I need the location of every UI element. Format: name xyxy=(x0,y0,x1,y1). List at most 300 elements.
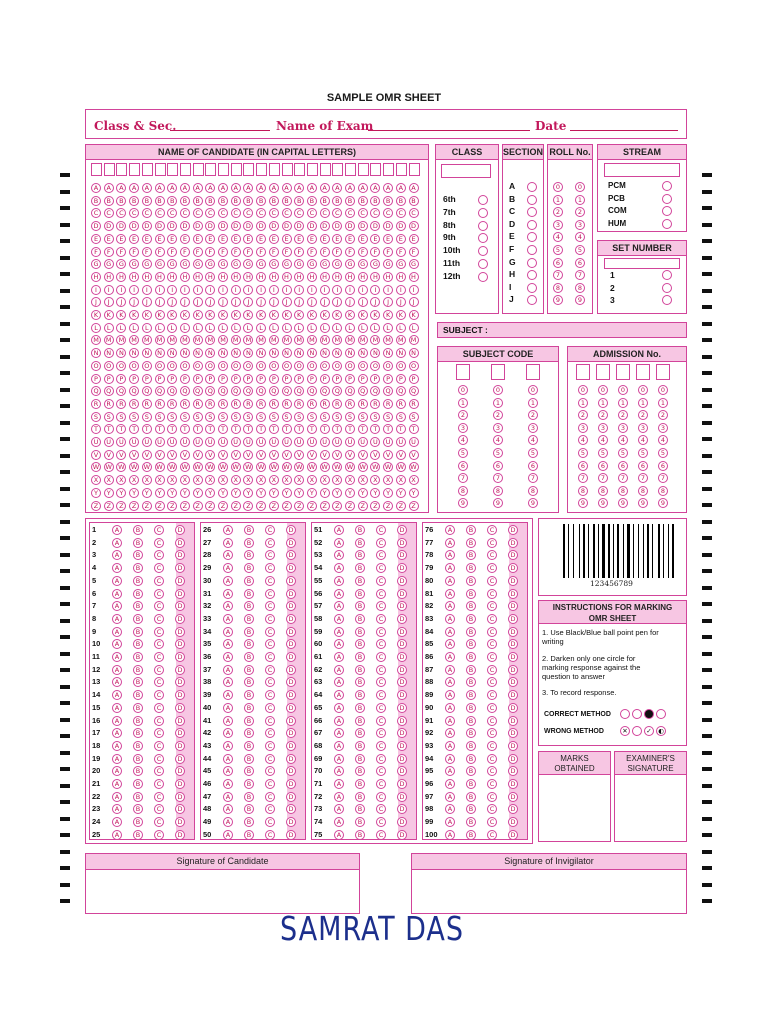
name-bubble[interactable]: J xyxy=(396,297,406,307)
name-bubble[interactable]: W xyxy=(372,463,379,472)
answer-bubble[interactable]: B xyxy=(355,677,365,687)
name-bubble[interactable]: J xyxy=(129,297,139,307)
name-bubble[interactable]: Y xyxy=(269,488,279,498)
answer-bubble[interactable]: A xyxy=(112,589,122,599)
name-bubble[interactable]: L xyxy=(243,323,253,333)
roll-bubble[interactable]: 7 xyxy=(553,270,563,280)
name-bubble[interactable]: O xyxy=(282,361,292,371)
answer-bubble[interactable]: A xyxy=(112,563,122,573)
answer-bubble[interactable]: C xyxy=(154,563,164,573)
answer-bubble[interactable]: D xyxy=(175,538,185,548)
name-bubble[interactable]: N xyxy=(180,348,190,358)
name-bubble[interactable]: P xyxy=(243,374,253,384)
name-bubble[interactable]: L xyxy=(218,323,228,333)
name-bubble[interactable]: F xyxy=(155,247,165,257)
answer-bubble[interactable]: D xyxy=(508,728,518,738)
name-bubble[interactable]: P xyxy=(180,374,190,384)
name-bubble[interactable]: L xyxy=(370,323,380,333)
name-bubble[interactable]: Q xyxy=(396,386,406,396)
answer-bubble[interactable]: D xyxy=(397,703,407,713)
answer-bubble[interactable]: C xyxy=(265,728,275,738)
answer-bubble[interactable]: C xyxy=(265,766,275,776)
stream-option-bubble[interactable] xyxy=(662,194,672,204)
answer-bubble[interactable]: B xyxy=(244,830,254,840)
name-bubble[interactable]: K xyxy=(193,310,203,320)
name-bubble[interactable]: T xyxy=(155,424,165,434)
name-bubble[interactable]: A xyxy=(104,183,114,193)
name-bubble[interactable]: X xyxy=(231,475,241,485)
name-bubble[interactable]: J xyxy=(91,297,101,307)
name-letter-cell[interactable] xyxy=(383,163,394,176)
answer-bubble[interactable]: C xyxy=(265,690,275,700)
name-bubble[interactable]: S xyxy=(218,412,228,422)
answer-bubble[interactable]: C xyxy=(154,716,164,726)
name-bubble[interactable]: F xyxy=(370,247,380,257)
name-bubble[interactable]: S xyxy=(129,412,139,422)
name-bubble[interactable]: P xyxy=(205,374,215,384)
answer-bubble[interactable]: A xyxy=(445,563,455,573)
answer-bubble[interactable]: D xyxy=(508,576,518,586)
name-bubble[interactable]: V xyxy=(155,450,165,460)
answer-bubble[interactable]: B xyxy=(466,792,476,802)
name-bubble[interactable]: M xyxy=(409,335,419,345)
name-letter-cell[interactable] xyxy=(116,163,127,176)
answer-bubble[interactable]: A xyxy=(445,830,455,840)
answer-bubble[interactable]: D xyxy=(508,677,518,687)
name-bubble[interactable]: P xyxy=(91,374,101,384)
name-letter-cell[interactable] xyxy=(104,163,115,176)
answer-bubble[interactable]: B xyxy=(466,728,476,738)
name-bubble[interactable]: Y xyxy=(142,488,152,498)
name-bubble[interactable]: E xyxy=(205,234,215,244)
roll-bubble[interactable]: 1 xyxy=(553,195,563,205)
answer-bubble[interactable]: D xyxy=(286,716,296,726)
name-bubble[interactable]: C xyxy=(231,208,241,218)
class-sec-line[interactable] xyxy=(170,130,270,131)
answer-bubble[interactable]: D xyxy=(175,525,185,535)
name-bubble[interactable]: Y xyxy=(320,488,330,498)
name-bubble[interactable]: G xyxy=(205,259,215,269)
answer-bubble[interactable]: B xyxy=(355,563,365,573)
name-bubble[interactable]: V xyxy=(116,450,126,460)
answer-bubble[interactable]: A xyxy=(334,754,344,764)
name-bubble[interactable]: M xyxy=(396,335,406,345)
admission-bubble[interactable]: 0 xyxy=(638,385,648,395)
name-bubble[interactable]: I xyxy=(358,285,368,295)
answer-bubble[interactable]: C xyxy=(265,741,275,751)
subject-code-bubble[interactable]: 3 xyxy=(493,423,503,433)
answer-bubble[interactable]: D xyxy=(508,703,518,713)
name-bubble[interactable]: I xyxy=(104,285,114,295)
answer-bubble[interactable]: D xyxy=(508,639,518,649)
answer-bubble[interactable]: B xyxy=(466,766,476,776)
name-bubble[interactable]: T xyxy=(294,424,304,434)
answer-bubble[interactable]: D xyxy=(286,830,296,840)
name-bubble[interactable]: M xyxy=(116,335,126,345)
answer-bubble[interactable]: A xyxy=(112,716,122,726)
name-bubble[interactable]: F xyxy=(231,247,241,257)
name-bubble[interactable]: K xyxy=(167,310,177,320)
answer-bubble[interactable]: A xyxy=(112,614,122,624)
answer-bubble[interactable]: B xyxy=(466,804,476,814)
name-bubble[interactable]: S xyxy=(205,412,215,422)
subject-code-bubble[interactable]: 4 xyxy=(528,435,538,445)
name-bubble[interactable]: L xyxy=(409,323,419,333)
name-bubble[interactable]: I xyxy=(180,285,190,295)
name-bubble[interactable]: P xyxy=(332,374,342,384)
name-bubble[interactable]: Y xyxy=(155,488,165,498)
name-bubble[interactable]: O xyxy=(104,361,114,371)
name-letter-cell[interactable] xyxy=(243,163,254,176)
answer-bubble[interactable]: B xyxy=(133,728,143,738)
name-bubble[interactable]: B xyxy=(155,196,165,206)
name-bubble[interactable]: A xyxy=(332,183,342,193)
name-bubble[interactable]: U xyxy=(142,437,152,447)
answer-bubble[interactable]: A xyxy=(223,677,233,687)
name-bubble[interactable]: D xyxy=(320,221,330,231)
name-bubble[interactable]: M xyxy=(218,335,228,345)
answer-bubble[interactable]: C xyxy=(154,754,164,764)
name-bubble[interactable]: E xyxy=(307,234,317,244)
name-bubble[interactable]: P xyxy=(370,374,380,384)
answer-bubble[interactable]: B xyxy=(466,639,476,649)
name-bubble[interactable]: Q xyxy=(129,386,139,396)
answer-bubble[interactable]: B xyxy=(466,690,476,700)
name-bubble[interactable]: T xyxy=(269,424,279,434)
name-bubble[interactable]: B xyxy=(231,196,241,206)
answer-bubble[interactable]: C xyxy=(487,741,497,751)
name-bubble[interactable]: M xyxy=(91,335,101,345)
name-bubble[interactable]: C xyxy=(180,208,190,218)
roll-bubble[interactable]: 0 xyxy=(553,182,563,192)
roll-bubble[interactable]: 5 xyxy=(575,245,585,255)
name-bubble[interactable]: Y xyxy=(409,488,419,498)
answer-bubble[interactable]: A xyxy=(445,639,455,649)
name-bubble[interactable]: U xyxy=(205,437,215,447)
answer-bubble[interactable]: B xyxy=(244,525,254,535)
name-bubble[interactable]: O xyxy=(180,361,190,371)
name-bubble[interactable]: X xyxy=(116,475,126,485)
name-letter-cell[interactable] xyxy=(205,163,216,176)
answer-bubble[interactable]: D xyxy=(286,627,296,637)
name-bubble[interactable]: V xyxy=(396,450,406,460)
name-bubble[interactable]: G xyxy=(358,259,368,269)
name-bubble[interactable]: Z xyxy=(282,501,292,511)
admission-bubble[interactable]: 0 xyxy=(618,385,628,395)
admission-bubble[interactable]: 6 xyxy=(598,461,608,471)
answer-bubble[interactable]: C xyxy=(265,677,275,687)
answer-bubble[interactable]: D xyxy=(508,601,518,611)
name-bubble[interactable]: L xyxy=(167,323,177,333)
name-bubble[interactable]: N xyxy=(383,348,393,358)
name-bubble[interactable]: U xyxy=(294,437,304,447)
name-bubble[interactable]: A xyxy=(129,183,139,193)
answer-bubble[interactable]: A xyxy=(223,792,233,802)
name-bubble[interactable]: C xyxy=(294,208,304,218)
name-bubble[interactable]: K xyxy=(180,310,190,320)
answer-bubble[interactable]: C xyxy=(376,779,386,789)
name-bubble[interactable]: P xyxy=(256,374,266,384)
name-bubble[interactable]: L xyxy=(383,323,393,333)
name-bubble[interactable]: O xyxy=(231,361,241,371)
name-bubble[interactable]: W xyxy=(168,463,176,472)
name-bubble[interactable]: I xyxy=(218,285,228,295)
name-bubble[interactable]: E xyxy=(231,234,241,244)
name-bubble[interactable]: Q xyxy=(193,386,203,396)
answer-bubble[interactable]: A xyxy=(445,728,455,738)
name-bubble[interactable]: W xyxy=(308,463,316,472)
answer-bubble[interactable]: D xyxy=(286,754,296,764)
name-bubble[interactable]: C xyxy=(205,208,215,218)
name-bubble[interactable]: V xyxy=(193,450,203,460)
answer-bubble[interactable]: C xyxy=(376,665,386,675)
answer-bubble[interactable]: C xyxy=(376,766,386,776)
answer-bubble[interactable]: A xyxy=(223,779,233,789)
answer-bubble[interactable]: A xyxy=(112,677,122,687)
answer-bubble[interactable]: B xyxy=(133,804,143,814)
answer-bubble[interactable]: C xyxy=(487,728,497,738)
name-bubble[interactable]: B xyxy=(383,196,393,206)
answer-bubble[interactable]: C xyxy=(487,627,497,637)
name-bubble[interactable]: Y xyxy=(167,488,177,498)
subject-code-bubble[interactable]: 7 xyxy=(528,473,538,483)
answer-bubble[interactable]: C xyxy=(265,830,275,840)
name-bubble[interactable]: R xyxy=(116,399,126,409)
name-bubble[interactable]: Q xyxy=(205,386,215,396)
answer-bubble[interactable]: C xyxy=(154,804,164,814)
answer-bubble[interactable]: C xyxy=(376,716,386,726)
name-bubble[interactable]: L xyxy=(307,323,317,333)
name-bubble[interactable]: I xyxy=(383,285,393,295)
name-bubble[interactable]: V xyxy=(370,450,380,460)
name-bubble[interactable]: H xyxy=(370,272,380,282)
name-bubble[interactable]: V xyxy=(205,450,215,460)
name-bubble[interactable]: N xyxy=(269,348,279,358)
answer-bubble[interactable]: A xyxy=(112,665,122,675)
name-bubble[interactable]: F xyxy=(269,247,279,257)
name-letter-cell[interactable] xyxy=(129,163,140,176)
name-bubble[interactable]: U xyxy=(218,437,228,447)
name-bubble[interactable]: H xyxy=(396,272,406,282)
name-bubble[interactable]: J xyxy=(243,297,253,307)
stream-option-bubble[interactable] xyxy=(662,181,672,191)
name-bubble[interactable]: J xyxy=(193,297,203,307)
name-bubble[interactable]: I xyxy=(142,285,152,295)
answer-bubble[interactable]: A xyxy=(334,639,344,649)
answer-bubble[interactable]: B xyxy=(466,589,476,599)
name-bubble[interactable]: P xyxy=(104,374,114,384)
name-bubble[interactable]: C xyxy=(358,208,368,218)
name-bubble[interactable]: N xyxy=(320,348,330,358)
answer-bubble[interactable]: D xyxy=(397,627,407,637)
name-bubble[interactable]: O xyxy=(142,361,152,371)
answer-bubble[interactable]: B xyxy=(244,804,254,814)
answer-bubble[interactable]: B xyxy=(355,639,365,649)
admission-bubble[interactable]: 1 xyxy=(598,398,608,408)
roll-bubble[interactable]: 4 xyxy=(575,232,585,242)
answer-bubble[interactable]: B xyxy=(466,627,476,637)
answer-bubble[interactable]: D xyxy=(286,601,296,611)
name-bubble[interactable]: D xyxy=(358,221,368,231)
admission-entry[interactable] xyxy=(616,364,630,380)
name-bubble[interactable]: Q xyxy=(116,386,126,396)
name-bubble[interactable]: E xyxy=(116,234,126,244)
answer-bubble[interactable]: A xyxy=(223,563,233,573)
name-bubble[interactable]: K xyxy=(383,310,393,320)
name-bubble[interactable]: H xyxy=(205,272,215,282)
name-bubble[interactable]: W xyxy=(130,463,138,472)
name-bubble[interactable]: C xyxy=(167,208,177,218)
name-bubble[interactable]: H xyxy=(218,272,228,282)
name-bubble[interactable]: D xyxy=(231,221,241,231)
answer-bubble[interactable]: A xyxy=(334,525,344,535)
answer-bubble[interactable]: B xyxy=(133,779,143,789)
name-bubble[interactable]: O xyxy=(205,361,215,371)
name-bubble[interactable]: V xyxy=(104,450,114,460)
name-bubble[interactable]: W xyxy=(410,463,417,472)
answer-bubble[interactable]: A xyxy=(445,792,455,802)
answer-bubble[interactable]: A xyxy=(334,677,344,687)
name-bubble[interactable]: G xyxy=(320,259,330,269)
roll-bubble[interactable]: 8 xyxy=(575,283,585,293)
name-bubble[interactable]: N xyxy=(307,348,317,358)
answer-bubble[interactable]: C xyxy=(487,563,497,573)
name-bubble[interactable]: R xyxy=(269,399,279,409)
name-bubble[interactable]: J xyxy=(104,297,114,307)
name-bubble[interactable]: Q xyxy=(269,386,279,396)
answer-bubble[interactable]: B xyxy=(244,690,254,700)
answer-bubble[interactable]: A xyxy=(334,627,344,637)
name-bubble[interactable]: Z xyxy=(205,501,215,511)
name-letter-cell[interactable] xyxy=(142,163,153,176)
answer-bubble[interactable]: C xyxy=(265,563,275,573)
admission-bubble[interactable]: 3 xyxy=(658,423,668,433)
admission-bubble[interactable]: 8 xyxy=(658,486,668,496)
name-bubble[interactable]: O xyxy=(155,361,165,371)
name-bubble[interactable]: R xyxy=(155,399,165,409)
name-bubble[interactable]: Y xyxy=(282,488,292,498)
admission-bubble[interactable]: 5 xyxy=(658,448,668,458)
answer-bubble[interactable]: C xyxy=(376,817,386,827)
name-bubble[interactable]: R xyxy=(142,399,152,409)
roll-bubble[interactable]: 8 xyxy=(553,283,563,293)
admission-bubble[interactable]: 9 xyxy=(618,498,628,508)
name-bubble[interactable]: E xyxy=(91,234,101,244)
name-bubble[interactable]: D xyxy=(129,221,139,231)
answer-bubble[interactable]: A xyxy=(112,639,122,649)
name-bubble[interactable]: S xyxy=(409,412,419,422)
name-bubble[interactable]: Q xyxy=(307,386,317,396)
name-bubble[interactable]: P xyxy=(282,374,292,384)
name-bubble[interactable]: O xyxy=(396,361,406,371)
name-bubble[interactable]: P xyxy=(218,374,228,384)
answer-bubble[interactable]: C xyxy=(376,830,386,840)
subject-code-bubble[interactable]: 5 xyxy=(528,448,538,458)
answer-bubble[interactable]: A xyxy=(112,601,122,611)
name-bubble[interactable]: P xyxy=(307,374,317,384)
answer-bubble[interactable]: C xyxy=(376,792,386,802)
name-bubble[interactable]: L xyxy=(358,323,368,333)
name-bubble[interactable]: H xyxy=(155,272,165,282)
answer-bubble[interactable]: A xyxy=(112,703,122,713)
name-bubble[interactable]: S xyxy=(320,412,330,422)
name-bubble[interactable]: T xyxy=(409,424,419,434)
answer-bubble[interactable]: D xyxy=(397,677,407,687)
name-bubble[interactable]: R xyxy=(307,399,317,409)
name-bubble[interactable]: D xyxy=(370,221,380,231)
name-bubble[interactable]: W xyxy=(181,463,189,472)
name-bubble[interactable]: J xyxy=(345,297,355,307)
name-bubble[interactable]: B xyxy=(167,196,177,206)
name-bubble[interactable]: M xyxy=(155,335,165,345)
admission-bubble[interactable]: 7 xyxy=(578,473,588,483)
answer-bubble[interactable]: B xyxy=(466,716,476,726)
name-bubble[interactable]: Y xyxy=(193,488,203,498)
admission-bubble[interactable]: 5 xyxy=(598,448,608,458)
name-bubble[interactable]: B xyxy=(269,196,279,206)
answer-bubble[interactable]: D xyxy=(286,703,296,713)
answer-bubble[interactable]: C xyxy=(487,525,497,535)
subject-code-bubble[interactable]: 8 xyxy=(528,486,538,496)
name-bubble[interactable]: W xyxy=(143,463,151,472)
admission-bubble[interactable]: 3 xyxy=(578,423,588,433)
answer-bubble[interactable]: D xyxy=(286,525,296,535)
name-bubble[interactable]: K xyxy=(370,310,380,320)
name-bubble[interactable]: B xyxy=(409,196,419,206)
answer-bubble[interactable]: C xyxy=(265,538,275,548)
class-entry-box[interactable] xyxy=(441,164,491,178)
answer-bubble[interactable]: A xyxy=(334,690,344,700)
name-bubble[interactable]: X xyxy=(180,475,190,485)
subject-code-bubble[interactable]: 4 xyxy=(493,435,503,445)
name-bubble[interactable]: I xyxy=(205,285,215,295)
answer-bubble[interactable]: A xyxy=(223,817,233,827)
name-bubble[interactable]: D xyxy=(155,221,165,231)
name-bubble[interactable]: L xyxy=(142,323,152,333)
answer-bubble[interactable]: B xyxy=(466,563,476,573)
name-bubble[interactable]: S xyxy=(180,412,190,422)
name-bubble[interactable]: Z xyxy=(231,501,241,511)
answer-bubble[interactable]: A xyxy=(334,576,344,586)
name-bubble[interactable]: V xyxy=(282,450,292,460)
answer-bubble[interactable]: B xyxy=(133,652,143,662)
answer-bubble[interactable]: B xyxy=(355,766,365,776)
name-bubble[interactable]: M xyxy=(104,335,114,345)
answer-bubble[interactable]: B xyxy=(244,754,254,764)
name-bubble[interactable]: Y xyxy=(205,488,215,498)
answer-bubble[interactable]: C xyxy=(265,703,275,713)
name-bubble[interactable]: F xyxy=(282,247,292,257)
name-letter-cell[interactable] xyxy=(409,163,420,176)
answer-bubble[interactable]: C xyxy=(376,677,386,687)
answer-bubble[interactable]: A xyxy=(445,576,455,586)
name-bubble[interactable]: M xyxy=(345,335,355,345)
answer-bubble[interactable]: A xyxy=(334,779,344,789)
answer-bubble[interactable]: A xyxy=(445,677,455,687)
admission-entry[interactable] xyxy=(596,364,610,380)
admission-bubble[interactable]: 6 xyxy=(578,461,588,471)
name-bubble[interactable]: V xyxy=(91,450,101,460)
answer-bubble[interactable]: D xyxy=(508,589,518,599)
name-bubble[interactable]: C xyxy=(282,208,292,218)
answer-bubble[interactable]: A xyxy=(223,728,233,738)
name-bubble[interactable]: H xyxy=(345,272,355,282)
roll-bubble[interactable]: 5 xyxy=(553,245,563,255)
name-bubble[interactable]: Q xyxy=(282,386,292,396)
name-bubble[interactable]: E xyxy=(320,234,330,244)
name-bubble[interactable]: N xyxy=(396,348,406,358)
name-bubble[interactable]: Q xyxy=(294,386,304,396)
